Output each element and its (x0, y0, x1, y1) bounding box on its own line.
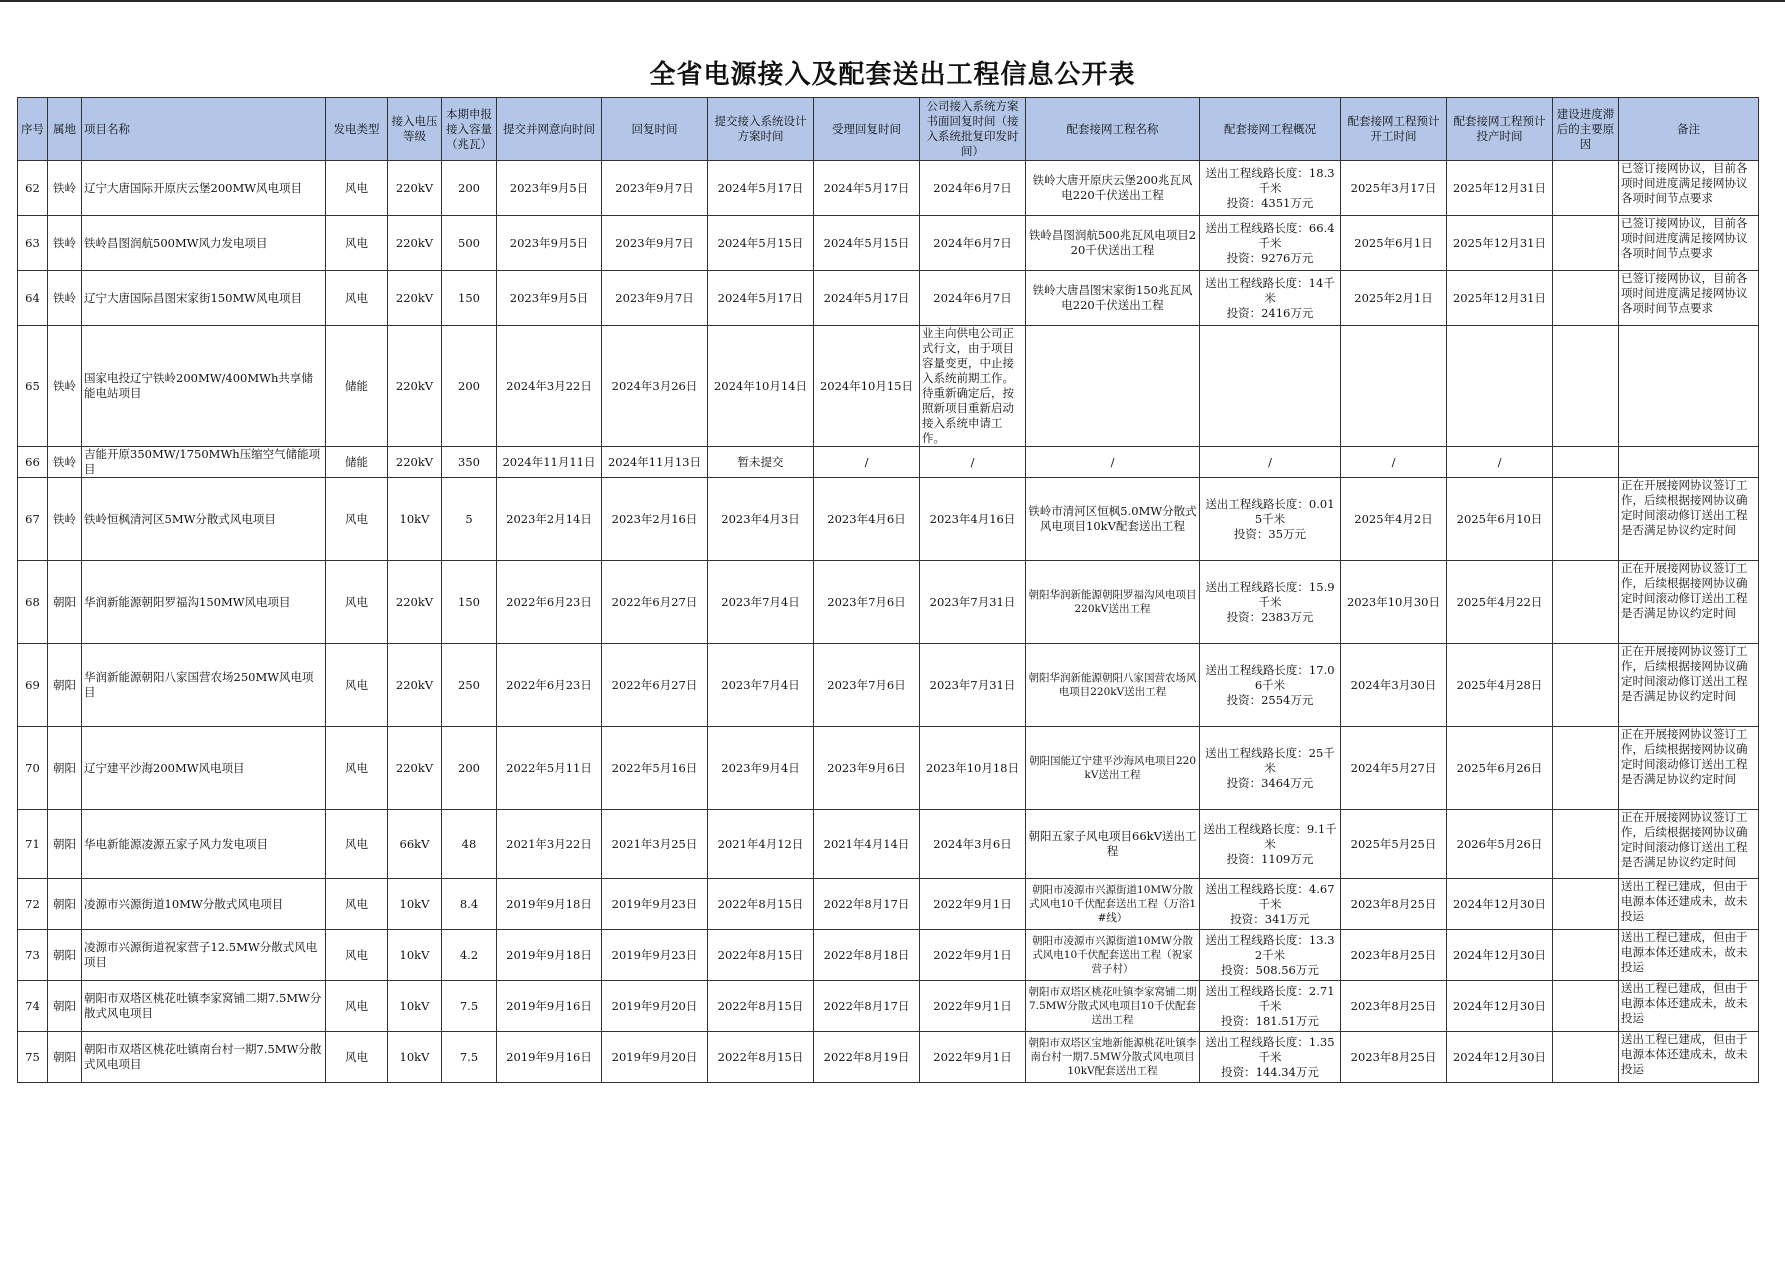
cell-grid-project-name: 朝阳华润新能源朝阳八家国营农场风电项目220kV送出工程 (1026, 644, 1200, 727)
cell-index: 75 (18, 1032, 48, 1083)
page-title: 全省电源接入及配套送出工程信息公开表 (649, 60, 1136, 90)
cell-design-submit-time: 2022年8月15日 (708, 879, 814, 930)
cell-accept-reply-time: 2022年8月17日 (814, 981, 920, 1032)
table-row (18, 727, 1759, 810)
cell-intent-time: 2022年6月23日 (497, 561, 602, 644)
cell-grid-project-name: / (1026, 447, 1200, 478)
cell-remarks (1619, 326, 1759, 447)
table-row (18, 981, 1759, 1032)
header-col-design-submit-time: 提交接入系统设计方案时间 (708, 98, 814, 161)
cell-commission-time: 2024年12月30日 (1447, 879, 1553, 930)
cell-gen-type: 风电 (326, 981, 388, 1032)
cell-delay-reason (1553, 216, 1619, 271)
cell-reply-time: 2022年6月27日 (602, 644, 708, 727)
cell-gen-type: 风电 (326, 930, 388, 981)
header-col-project-name: 项目名称 (82, 98, 326, 161)
cell-design-submit-time: 2023年7月4日 (708, 561, 814, 644)
cell-commission-time: 2024年12月30日 (1447, 981, 1553, 1032)
cell-project-name: 国家电投辽宁铁岭200MW/400MWh共享储能电站项目 (82, 326, 326, 447)
cell-design-submit-time: 2024年10月14日 (708, 326, 814, 447)
cell-project-name: 铁岭昌图润航500MW风力发电项目 (82, 216, 326, 271)
cell-capacity: 5 (442, 478, 497, 561)
header-col-delay-reason: 建设进度滞后的主要原因 (1553, 98, 1619, 161)
cell-accept-reply-time: / (814, 447, 920, 478)
cell-intent-time: 2021年3月22日 (497, 810, 602, 879)
cell-gen-type: 风电 (326, 271, 388, 326)
cell-project-name: 吉能开原350MW/1750MWh压缩空气储能项目 (82, 447, 326, 478)
cell-project-name: 辽宁大唐国际开原庆云堡200MW风电项目 (82, 161, 326, 216)
header-col-grid-project-name: 配套接网工程名称 (1026, 98, 1200, 161)
cell-start-time: 2025年4月2日 (1341, 478, 1447, 561)
cell-accept-reply-time: 2023年4月6日 (814, 478, 920, 561)
cell-project-name: 华电新能源凌源五家子风力发电项目 (82, 810, 326, 879)
cell-intent-time: 2023年2月14日 (497, 478, 602, 561)
cell-voltage: 220kV (388, 271, 442, 326)
cell-reply-time: 2019年9月23日 (602, 930, 708, 981)
cell-intent-time: 2019年9月16日 (497, 1032, 602, 1083)
cell-reply-time: 2024年3月26日 (602, 326, 708, 447)
cell-capacity: 200 (442, 161, 497, 216)
cell-capacity: 8.4 (442, 879, 497, 930)
header-col-grid-project-overview: 配套接网工程概况 (1200, 98, 1341, 161)
table-row (18, 216, 1759, 271)
cell-gen-type: 储能 (326, 447, 388, 478)
cell-reply-time: 2024年11月13日 (602, 447, 708, 478)
cell-project-name: 辽宁大唐国际昌图宋家街150MW风电项目 (82, 271, 326, 326)
cell-capacity: 500 (442, 216, 497, 271)
cell-capacity: 200 (442, 727, 497, 810)
header-col-remarks: 备注 (1619, 98, 1759, 161)
cell-remarks: 正在开展接网协议签订工作，后续根据接网协议确定时间滚动修订送出工程是否满足协议约定时间 (1619, 810, 1759, 879)
cell-accept-reply-time: 2024年5月15日 (814, 216, 920, 271)
header-col-start-time: 配套接网工程预计开工时间 (1341, 98, 1447, 161)
cell-voltage: 220kV (388, 561, 442, 644)
cell-commission-time (1447, 326, 1553, 447)
cell-grid-project-name: 朝阳国能辽宁建平沙海风电项目220kV送出工程 (1026, 727, 1200, 810)
cell-voltage: 220kV (388, 161, 442, 216)
cell-region: 铁岭 (48, 271, 82, 326)
cell-region: 朝阳 (48, 879, 82, 930)
cell-region: 朝阳 (48, 810, 82, 879)
cell-project-name: 朝阳市双塔区桃花吐镇李家窝铺二期7.5MW分散式风电项目 (82, 981, 326, 1032)
header-col-accept-reply-time: 受理回复时间 (814, 98, 920, 161)
cell-delay-reason (1553, 981, 1619, 1032)
cell-commission-time: 2025年12月31日 (1447, 216, 1553, 271)
cell-remarks: 已签订接网协议，目前各项时间进度满足接网协议各项时间节点要求 (1619, 271, 1759, 326)
cell-approval-time: 2023年4月16日 (920, 478, 1026, 561)
cell-index: 74 (18, 981, 48, 1032)
cell-design-submit-time: 2023年9月4日 (708, 727, 814, 810)
cell-intent-time: 2024年11月11日 (497, 447, 602, 478)
header-col-capacity: 本期申报接入容量（兆瓦） (442, 98, 497, 161)
cell-reply-time: 2019年9月20日 (602, 1032, 708, 1083)
cell-accept-reply-time: 2024年5月17日 (814, 271, 920, 326)
cell-intent-time: 2023年9月5日 (497, 161, 602, 216)
cell-project-name: 辽宁建平沙海200MW风电项目 (82, 727, 326, 810)
cell-index: 69 (18, 644, 48, 727)
cell-gen-type: 风电 (326, 478, 388, 561)
cell-index: 66 (18, 447, 48, 478)
cell-delay-reason (1553, 161, 1619, 216)
table-row (18, 326, 1759, 447)
cell-delay-reason (1553, 447, 1619, 478)
cell-gen-type: 风电 (326, 561, 388, 644)
cell-capacity: 4.2 (442, 930, 497, 981)
cell-project-name: 朝阳市双塔区桃花吐镇南台村一期7.5MW分散式风电项目 (82, 1032, 326, 1083)
cell-start-time: 2023年8月25日 (1341, 930, 1447, 981)
cell-grid-project-name: 朝阳市双塔区桃花吐镇李家窝铺二期7.5MW分散式风电项目10千伏配套送出工程 (1026, 981, 1200, 1032)
cell-capacity: 350 (442, 447, 497, 478)
cell-accept-reply-time: 2022年8月19日 (814, 1032, 920, 1083)
table-body (18, 161, 1759, 1083)
cell-gen-type: 风电 (326, 216, 388, 271)
cell-gen-type: 风电 (326, 1032, 388, 1083)
cell-approval-time: 2023年7月31日 (920, 644, 1026, 727)
cell-design-submit-time: 暂未提交 (708, 447, 814, 478)
cell-commission-time: 2025年12月31日 (1447, 271, 1553, 326)
cell-grid-project-overview: 送出工程线路长度：9.1千米 投资：1109万元 (1200, 810, 1341, 879)
cell-grid-project-name: 朝阳市凌源市兴源街道10MW分散式风电10千伏配套送出工程（祝家营子村） (1026, 930, 1200, 981)
cell-grid-project-overview (1200, 326, 1341, 447)
cell-start-time: 2024年5月27日 (1341, 727, 1447, 810)
cell-delay-reason (1553, 478, 1619, 561)
cell-design-submit-time: 2022年8月15日 (708, 930, 814, 981)
cell-voltage: 66kV (388, 810, 442, 879)
cell-accept-reply-time: 2024年5月17日 (814, 161, 920, 216)
table-row (18, 1032, 1759, 1083)
cell-region: 朝阳 (48, 930, 82, 981)
cell-gen-type: 风电 (326, 644, 388, 727)
cell-region: 朝阳 (48, 644, 82, 727)
cell-gen-type: 风电 (326, 879, 388, 930)
cell-design-submit-time: 2024年5月15日 (708, 216, 814, 271)
cell-commission-time: 2024年12月30日 (1447, 930, 1553, 981)
cell-approval-time: 2024年3月6日 (920, 810, 1026, 879)
header-col-reply-time: 回复时间 (602, 98, 708, 161)
cell-accept-reply-time: 2023年9月6日 (814, 727, 920, 810)
cell-voltage: 220kV (388, 644, 442, 727)
cell-delay-reason (1553, 561, 1619, 644)
cell-grid-project-overview: 送出工程线路长度：66.4千米 投资：9276万元 (1200, 216, 1341, 271)
cell-reply-time: 2023年9月7日 (602, 161, 708, 216)
cell-grid-project-overview: 送出工程线路长度：18.3千米 投资：4351万元 (1200, 161, 1341, 216)
cell-voltage: 220kV (388, 447, 442, 478)
cell-index: 71 (18, 810, 48, 879)
cell-commission-time: 2025年6月26日 (1447, 727, 1553, 810)
cell-capacity: 48 (442, 810, 497, 879)
cell-region: 铁岭 (48, 161, 82, 216)
cell-index: 70 (18, 727, 48, 810)
cell-start-time: 2025年2月1日 (1341, 271, 1447, 326)
cell-start-time: 2023年10月30日 (1341, 561, 1447, 644)
header-col-commission-time: 配套接网工程预计投产时间 (1447, 98, 1553, 161)
cell-delay-reason (1553, 644, 1619, 727)
cell-delay-reason (1553, 271, 1619, 326)
cell-grid-project-overview: 送出工程线路长度：17.06千米 投资：2554万元 (1200, 644, 1341, 727)
cell-region: 铁岭 (48, 447, 82, 478)
table-row (18, 478, 1759, 561)
cell-capacity: 150 (442, 561, 497, 644)
cell-remarks: 正在开展接网协议签订工作，后续根据接网协议确定时间滚动修订送出工程是否满足协议约定时间 (1619, 561, 1759, 644)
cell-region: 铁岭 (48, 216, 82, 271)
cell-intent-time: 2019年9月18日 (497, 879, 602, 930)
cell-intent-time: 2019年9月18日 (497, 930, 602, 981)
cell-grid-project-overview: 送出工程线路长度：2.71千米 投资：181.51万元 (1200, 981, 1341, 1032)
cell-index: 72 (18, 879, 48, 930)
cell-grid-project-name: 铁岭大唐昌图宋家街150兆瓦风电220千伏送出工程 (1026, 271, 1200, 326)
cell-project-name: 华润新能源朝阳八家国营农场250MW风电项目 (82, 644, 326, 727)
cell-accept-reply-time: 2023年7月6日 (814, 644, 920, 727)
cell-remarks: 送出工程已建成，但由于电源本体还建成未，故未投运 (1619, 879, 1759, 930)
cell-region: 铁岭 (48, 326, 82, 447)
cell-remarks: 已签订接网协议，目前各项时间进度满足接网协议各项时间节点要求 (1619, 216, 1759, 271)
cell-grid-project-overview: 送出工程线路长度：4.67千米 投资：341万元 (1200, 879, 1341, 930)
table-row (18, 810, 1759, 879)
cell-delay-reason (1553, 930, 1619, 981)
cell-grid-project-name: 铁岭昌图润航500兆瓦风电项目220千伏送出工程 (1026, 216, 1200, 271)
cell-start-time: 2025年3月17日 (1341, 161, 1447, 216)
cell-design-submit-time: 2023年7月4日 (708, 644, 814, 727)
cell-approval-time: / (920, 447, 1026, 478)
cell-remarks: 正在开展接网协议签订工作，后续根据接网协议确定时间滚动修订送出工程是否满足协议约定时间 (1619, 478, 1759, 561)
cell-remarks (1619, 447, 1759, 478)
table-row (18, 879, 1759, 930)
cell-gen-type: 风电 (326, 810, 388, 879)
cell-voltage: 10kV (388, 930, 442, 981)
cell-grid-project-overview: 送出工程线路长度：0.015千米 投资：35万元 (1200, 478, 1341, 561)
cell-remarks: 送出工程已建成，但由于电源本体还建成未，故未投运 (1619, 981, 1759, 1032)
cell-start-time: 2023年8月25日 (1341, 879, 1447, 930)
cell-region: 朝阳 (48, 981, 82, 1032)
cell-accept-reply-time: 2022年8月17日 (814, 879, 920, 930)
cell-remarks: 正在开展接网协议签订工作，后续根据接网协议确定时间滚动修订送出工程是否满足协议约定时间 (1619, 727, 1759, 810)
cell-delay-reason (1553, 326, 1619, 447)
cell-intent-time: 2023年9月5日 (497, 271, 602, 326)
cell-project-name: 铁岭恒枫清河区5MW分散式风电项目 (82, 478, 326, 561)
table-row (18, 930, 1759, 981)
cell-index: 63 (18, 216, 48, 271)
cell-capacity: 7.5 (442, 1032, 497, 1083)
cell-commission-time: / (1447, 447, 1553, 478)
cell-index: 64 (18, 271, 48, 326)
cell-approval-time: 2022年9月1日 (920, 879, 1026, 930)
cell-approval-time: 2022年9月1日 (920, 930, 1026, 981)
cell-region: 朝阳 (48, 727, 82, 810)
cell-commission-time: 2025年6月10日 (1447, 478, 1553, 561)
top-border-line (0, 0, 1785, 2)
cell-region: 朝阳 (48, 1032, 82, 1083)
table-row (18, 561, 1759, 644)
cell-design-submit-time: 2024年5月17日 (708, 271, 814, 326)
cell-start-time: 2023年8月25日 (1341, 1032, 1447, 1083)
cell-voltage: 220kV (388, 326, 442, 447)
cell-index: 67 (18, 478, 48, 561)
cell-design-submit-time: 2024年5月17日 (708, 161, 814, 216)
cell-commission-time: 2026年5月26日 (1447, 810, 1553, 879)
cell-approval-time: 2024年6月7日 (920, 161, 1026, 216)
cell-grid-project-overview: / (1200, 447, 1341, 478)
cell-grid-project-name: 朝阳市凌源市兴源街道10MW分散式风电10千伏配套送出工程（万浴1#线） (1026, 879, 1200, 930)
table-row (18, 447, 1759, 478)
cell-reply-time: 2019年9月23日 (602, 879, 708, 930)
cell-accept-reply-time: 2022年8月18日 (814, 930, 920, 981)
header-col-approval-time: 公司接入系统方案书面回复时间（接入系统批复印发时间） (920, 98, 1026, 161)
cell-design-submit-time: 2022年8月15日 (708, 1032, 814, 1083)
cell-grid-project-name: 铁岭市清河区恒枫5.0MW分散式风电项目10kV配套送出工程 (1026, 478, 1200, 561)
header-col-voltage: 接入电压等级 (388, 98, 442, 161)
cell-project-name: 凌源市兴源街道10MW分散式风电项目 (82, 879, 326, 930)
cell-voltage: 10kV (388, 478, 442, 561)
cell-voltage: 10kV (388, 981, 442, 1032)
cell-capacity: 250 (442, 644, 497, 727)
info-table (17, 97, 1759, 1083)
cell-start-time: / (1341, 447, 1447, 478)
cell-approval-time: 2023年10月18日 (920, 727, 1026, 810)
cell-grid-project-name: 朝阳五家子风电项目66kV送出工程 (1026, 810, 1200, 879)
cell-delay-reason (1553, 1032, 1619, 1083)
cell-reply-time: 2023年2月16日 (602, 478, 708, 561)
cell-capacity: 200 (442, 326, 497, 447)
cell-approval-time: 2023年7月31日 (920, 561, 1026, 644)
cell-approval-time: 业主向供电公司正式行文，由于项目容量变更，中止接入系统前期工作。待重新确定后，按照新项目重新启动接入系统申请工作。 (920, 326, 1026, 447)
cell-commission-time: 2024年12月30日 (1447, 1032, 1553, 1083)
table-row (18, 644, 1759, 727)
cell-reply-time: 2022年6月27日 (602, 561, 708, 644)
cell-voltage: 10kV (388, 1032, 442, 1083)
cell-project-name: 华润新能源朝阳罗福沟150MW风电项目 (82, 561, 326, 644)
cell-reply-time: 2023年9月7日 (602, 271, 708, 326)
cell-accept-reply-time: 2021年4月14日 (814, 810, 920, 879)
header-row (18, 98, 1759, 161)
cell-grid-project-name: 朝阳市双塔区宝地新能源桃花吐镇李南台村一期7.5MW分散式风电项目10kV配套送出工程 (1026, 1032, 1200, 1083)
cell-grid-project-overview: 送出工程线路长度：14千米 投资：2416万元 (1200, 271, 1341, 326)
cell-start-time: 2025年5月25日 (1341, 810, 1447, 879)
header-col-index: 序号 (18, 98, 48, 161)
cell-start-time: 2023年8月25日 (1341, 981, 1447, 1032)
cell-accept-reply-time: 2024年10月15日 (814, 326, 920, 447)
cell-grid-project-overview: 送出工程线路长度：15.9千米 投资：2383万元 (1200, 561, 1341, 644)
cell-index: 68 (18, 561, 48, 644)
cell-approval-time: 2022年9月1日 (920, 981, 1026, 1032)
cell-delay-reason (1553, 727, 1619, 810)
cell-commission-time: 2025年12月31日 (1447, 161, 1553, 216)
cell-commission-time: 2025年4月22日 (1447, 561, 1553, 644)
cell-remarks: 已签订接网协议，目前各项时间进度满足接网协议各项时间节点要求 (1619, 161, 1759, 216)
cell-accept-reply-time: 2023年7月6日 (814, 561, 920, 644)
cell-index: 73 (18, 930, 48, 981)
cell-project-name: 凌源市兴源街道祝家营子12.5MW分散式风电项目 (82, 930, 326, 981)
table-row (18, 161, 1759, 216)
cell-approval-time: 2024年6月7日 (920, 271, 1026, 326)
cell-region: 朝阳 (48, 561, 82, 644)
cell-voltage: 220kV (388, 727, 442, 810)
cell-reply-time: 2021年3月25日 (602, 810, 708, 879)
cell-start-time (1341, 326, 1447, 447)
cell-start-time: 2025年6月1日 (1341, 216, 1447, 271)
cell-intent-time: 2022年5月11日 (497, 727, 602, 810)
cell-approval-time: 2022年9月1日 (920, 1032, 1026, 1083)
cell-design-submit-time: 2021年4月12日 (708, 810, 814, 879)
header-col-gen-type: 发电类型 (326, 98, 388, 161)
cell-intent-time: 2019年9月16日 (497, 981, 602, 1032)
cell-grid-project-name (1026, 326, 1200, 447)
cell-region: 铁岭 (48, 478, 82, 561)
cell-remarks: 正在开展接网协议签订工作，后续根据接网协议确定时间滚动修订送出工程是否满足协议约定时间 (1619, 644, 1759, 727)
cell-intent-time: 2023年9月5日 (497, 216, 602, 271)
cell-grid-project-overview: 送出工程线路长度：25千米 投资：3464万元 (1200, 727, 1341, 810)
cell-intent-time: 2024年3月22日 (497, 326, 602, 447)
cell-remarks: 送出工程已建成，但由于电源本体还建成未，故未投运 (1619, 930, 1759, 981)
cell-remarks: 送出工程已建成，但由于电源本体还建成未，故未投运 (1619, 1032, 1759, 1083)
cell-index: 62 (18, 161, 48, 216)
cell-commission-time: 2025年4月28日 (1447, 644, 1553, 727)
cell-gen-type: 风电 (326, 727, 388, 810)
cell-grid-project-name: 铁岭大唐开原庆云堡200兆瓦风电220千伏送出工程 (1026, 161, 1200, 216)
cell-intent-time: 2022年6月23日 (497, 644, 602, 727)
cell-index: 65 (18, 326, 48, 447)
cell-design-submit-time: 2023年4月3日 (708, 478, 814, 561)
cell-approval-time: 2024年6月7日 (920, 216, 1026, 271)
cell-voltage: 10kV (388, 879, 442, 930)
cell-design-submit-time: 2022年8月15日 (708, 981, 814, 1032)
header-col-intent-time: 提交并网意向时间 (497, 98, 602, 161)
cell-reply-time: 2022年5月16日 (602, 727, 708, 810)
cell-reply-time: 2019年9月20日 (602, 981, 708, 1032)
table-row (18, 271, 1759, 326)
cell-reply-time: 2023年9月7日 (602, 216, 708, 271)
cell-delay-reason (1553, 879, 1619, 930)
header-col-region: 属地 (48, 98, 82, 161)
cell-voltage: 220kV (388, 216, 442, 271)
cell-delay-reason (1553, 810, 1619, 879)
cell-grid-project-name: 朝阳华润新能源朝阳罗福沟风电项目220kV送出工程 (1026, 561, 1200, 644)
cell-gen-type: 储能 (326, 326, 388, 447)
cell-grid-project-overview: 送出工程线路长度：1.35千米 投资：144.34万元 (1200, 1032, 1341, 1083)
cell-gen-type: 风电 (326, 161, 388, 216)
cell-capacity: 7.5 (442, 981, 497, 1032)
cell-grid-project-overview: 送出工程线路长度：13.32千米 投资：508.56万元 (1200, 930, 1341, 981)
cell-start-time: 2024年3月30日 (1341, 644, 1447, 727)
cell-capacity: 150 (442, 271, 497, 326)
